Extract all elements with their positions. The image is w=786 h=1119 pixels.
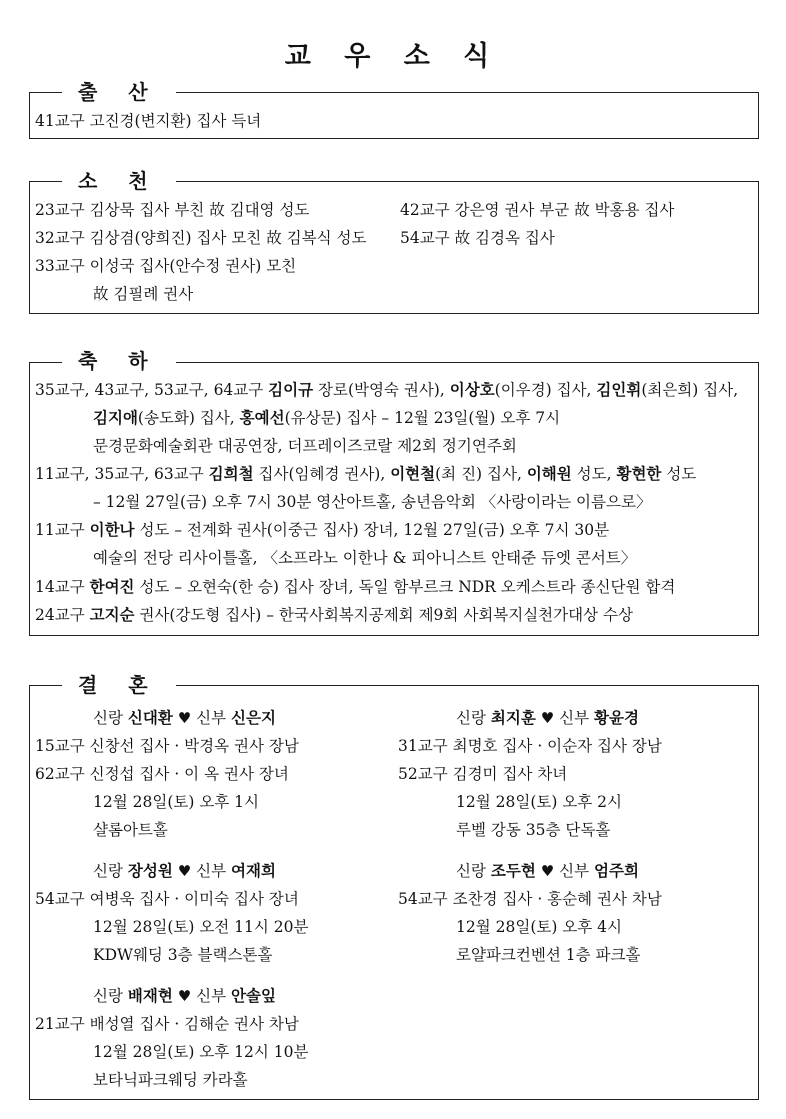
family-line: 31교구 최명호 집사 · 이순자 집사 장남 — [398, 737, 662, 755]
congrats-line — [35, 379, 738, 401]
couple-line — [35, 860, 276, 882]
name: 황현한 — [616, 464, 662, 483]
funeral-item: 33교구 이성국 집사(안수정 권사) 모친 — [35, 257, 297, 275]
congrats-line — [35, 519, 609, 541]
couple-line — [456, 860, 639, 882]
congrats-line — [35, 463, 696, 485]
birth-item: 41교구 고진경(변지환) 집사 득녀 — [35, 112, 262, 130]
name: 김인휘 — [596, 380, 642, 399]
congrats-heading: 축 하 — [62, 349, 176, 373]
family-line: 52교구 김경미 집사 차녀 — [398, 765, 568, 783]
wedding-venue: 로얄파크컨벤션 1층 파크홀 — [456, 946, 641, 964]
name: 고지순 — [89, 605, 135, 624]
congrats-line: 문경문화예술회관 대공연장, 더프레이즈코랄 제2회 정기연주회 — [93, 437, 517, 455]
text: 성도, — [571, 465, 617, 483]
name: 김희철 — [208, 464, 254, 483]
text: 장로(박영숙 권사), — [313, 381, 450, 399]
text: 집사(임혜경 권사), — [253, 465, 391, 483]
heart-icon: ♥ — [177, 709, 192, 727]
groom-label: 신랑 — [93, 862, 123, 880]
text: 24교구 — [35, 606, 90, 624]
wedding-time: 12월 28일(토) 오후 2시 — [456, 793, 623, 811]
text: 35교구, 43교구, 53교구, 64교구 — [35, 381, 269, 399]
name: 이상호 — [449, 380, 495, 399]
heart-icon: ♥ — [540, 709, 555, 727]
name: 이한나 — [89, 520, 135, 539]
text: (송도화) 집사, — [137, 409, 240, 427]
bride-label: 신부 — [559, 862, 590, 880]
funeral-item: 32교구 김상겸(양희진) 집사 모친 故 김복식 성도 — [35, 229, 367, 247]
funeral-item: 故 김필례 권사 — [93, 285, 194, 303]
heart-icon: ♥ — [177, 862, 192, 880]
congrats-line — [35, 407, 560, 429]
groom-label: 신랑 — [93, 709, 123, 727]
wedding-time: 12월 28일(토) 오후 4시 — [456, 918, 623, 936]
wedding-time: 12월 28일(토) 오전 11시 20분 — [93, 918, 309, 936]
family-line: 54교구 조찬경 집사 · 홍순혜 권사 차남 — [398, 890, 662, 908]
bride-name: 신은지 — [231, 708, 276, 727]
groom-name: 신대환 — [127, 708, 173, 727]
text: 11교구 — [35, 521, 90, 539]
name: 이현철 — [390, 464, 436, 483]
text: (이우경) 집사, — [494, 381, 597, 399]
congrats-line — [35, 576, 675, 598]
funeral-heading: 소 천 — [62, 169, 176, 193]
groom-label: 신랑 — [456, 862, 486, 880]
groom-label: 신랑 — [93, 987, 123, 1005]
birth-heading: 출 산 — [62, 80, 176, 104]
family-line: 15교구 신창선 집사 · 박경옥 권사 장남 — [35, 737, 299, 755]
bride-name: 여재희 — [231, 861, 276, 880]
text: 성도 – 전계화 권사(이중근 집사) 장녀, 12월 27일(금) 오후 7시 30분 — [134, 521, 610, 539]
congrats-line: – 12월 27일(금) 오후 7시 30분 영산아트홀, 송년음악회 〈사랑이라는 이름으로〉 — [93, 493, 652, 511]
name: 이해원 — [526, 464, 572, 483]
text: 권사(강도형 집사) – 한국사회복지공제회 제9회 사회복지실천가대상 수상 — [134, 606, 633, 624]
heart-icon: ♥ — [177, 987, 192, 1005]
name: 한여진 — [89, 577, 135, 596]
couple-line — [456, 707, 639, 729]
bride-label: 신부 — [196, 709, 227, 727]
congrats-line — [35, 604, 633, 626]
name: 홍예선 — [239, 408, 285, 427]
text: (최 진) 집사, — [435, 465, 527, 483]
couple-line — [35, 985, 276, 1007]
wedding-time: 12월 28일(토) 오후 12시 10분 — [93, 1043, 309, 1061]
text: (최은희) 집사, — [641, 381, 739, 399]
text: 11교구, 35교구, 63교구 — [35, 465, 209, 483]
groom-name: 최지훈 — [490, 708, 536, 727]
groom-name: 장성원 — [127, 861, 173, 880]
wedding-venue: 샬롬아트홀 — [93, 821, 168, 839]
groom-name: 배재현 — [127, 986, 173, 1005]
text: 14교구 — [35, 578, 90, 596]
wedding-venue: 루벨 강동 35층 단독홀 — [456, 821, 611, 839]
text: 성도 – 오현숙(한 승) 집사 장녀, 독일 함부르크 NDR 오케스트라 종신단원 합격 — [134, 578, 676, 596]
name: 김이규 — [268, 380, 314, 399]
wedding-venue: KDW웨딩 3층 블랙스톤홀 — [93, 946, 273, 964]
wedding-heading: 결 혼 — [62, 673, 176, 697]
page-title: 교 우 소 식 — [284, 41, 502, 72]
family-line: 62교구 신정섭 집사 · 이 옥 권사 장녀 — [35, 765, 289, 783]
groom-name: 조두현 — [490, 861, 536, 880]
funeral-item: 23교구 김상묵 집사 부친 故 김대영 성도 — [35, 201, 310, 219]
bride-name: 엄주희 — [594, 861, 639, 880]
wedding-venue: 보타닉파크웨딩 카라홀 — [93, 1071, 248, 1089]
text: 성도 — [661, 465, 697, 483]
wedding-time: 12월 28일(토) 오후 1시 — [93, 793, 260, 811]
congrats-line: 예술의 전당 리사이틀홀, 〈소프라노 이한나 & 피아니스트 안태준 듀엣 콘서트〉 — [93, 549, 637, 567]
groom-label: 신랑 — [456, 709, 486, 727]
couple-line — [35, 707, 276, 729]
bride-label: 신부 — [559, 709, 590, 727]
heart-icon: ♥ — [540, 862, 555, 880]
funeral-item: 42교구 강은영 권사 부군 故 박홍용 집사 — [400, 201, 675, 219]
family-line: 54교구 여병욱 집사 · 이미숙 집사 장녀 — [35, 890, 299, 908]
bride-name: 황윤경 — [594, 708, 639, 727]
funeral-item: 54교구 故 김경옥 집사 — [400, 229, 555, 247]
bride-name: 안솔잎 — [231, 986, 276, 1005]
family-line: 21교구 배성열 집사 · 김해순 권사 차남 — [35, 1015, 299, 1033]
name: 김지애 — [93, 408, 138, 427]
bride-label: 신부 — [196, 987, 227, 1005]
text: (유상문) 집사 – 12월 23일(월) 오후 7시 — [284, 409, 561, 427]
bride-label: 신부 — [196, 862, 227, 880]
